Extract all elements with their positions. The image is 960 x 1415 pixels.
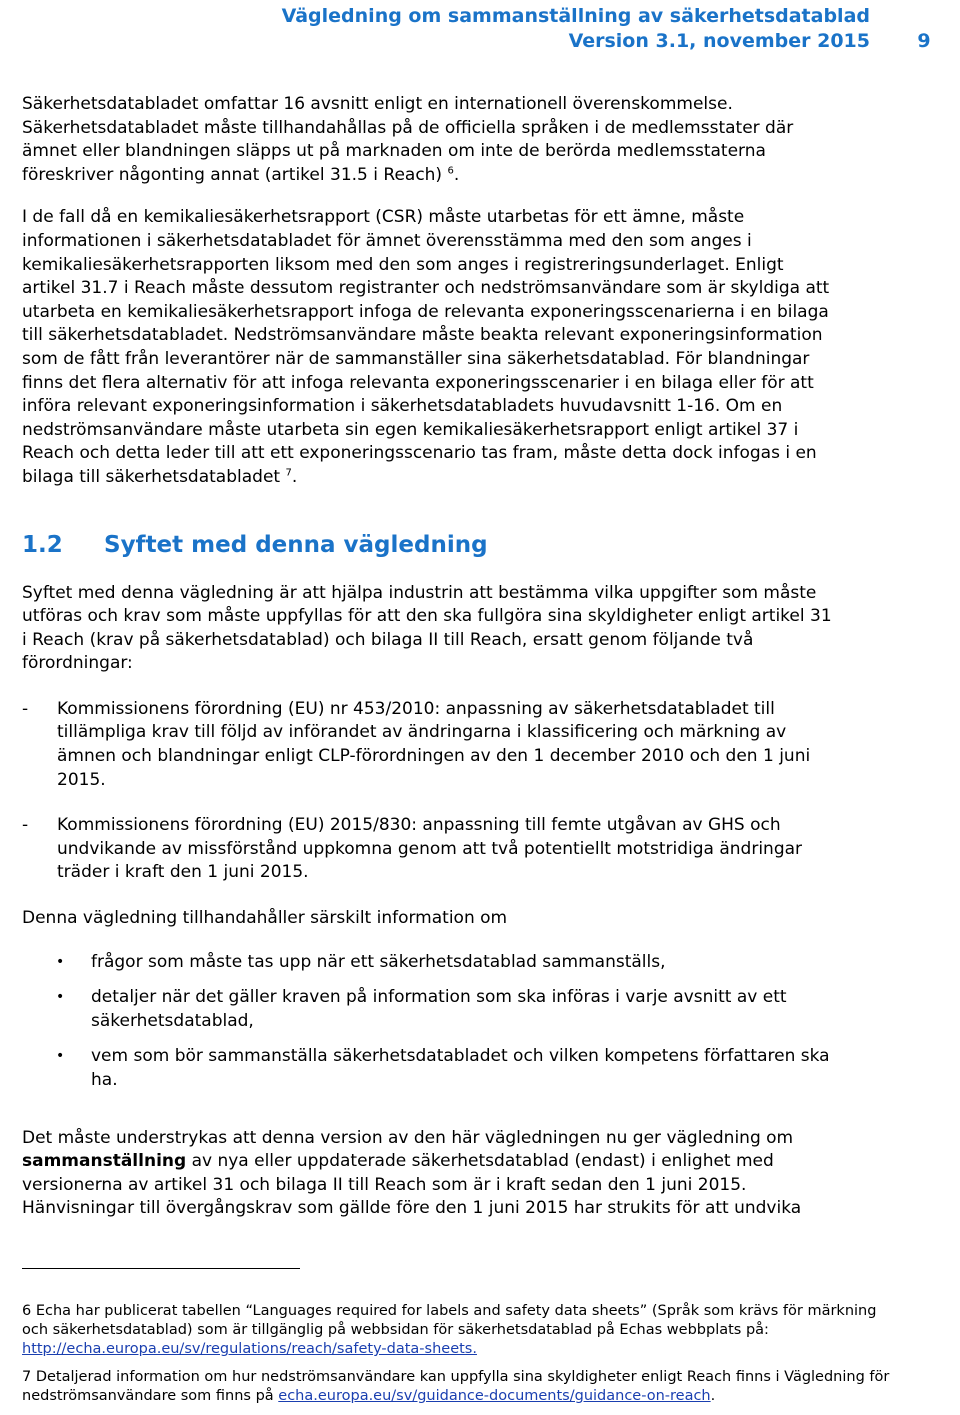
dash-list-item [22,814,934,885]
footnote-6 [22,1302,956,1359]
footnote-ref-6[interactable]: 6 [447,165,454,177]
text-line: nedströmsanvändare måste utarbeta sin egen kemikaliesäkerhetsrapport enligt artikel 37 i [22,419,799,440]
bullet-marker: • [56,1048,65,1065]
footnote-text: och säkerhetsdatablad) som är tillgänglig på webbsidan för säkerhetsdatablad på Echas webbplats på: [22,1322,769,1338]
section-heading [22,530,934,560]
text-line: ämnen och blandningar enligt CLP-förordningen av den 1 december 2010 och den 1 juni [57,746,811,767]
text-line: undvikande av missförstånd uppkomna genom att två potentiellt motstridiga ändringar [57,838,803,859]
footnotes [22,1302,956,1415]
text-line: 2015. [57,769,106,790]
section-title: Syftet med denna vägledning [104,531,488,558]
footnote-divider [22,1268,300,1269]
text-line: säkerhetsdatablad, [91,1010,254,1031]
punctuation: . [710,1388,716,1404]
footnote-link[interactable]: http://echa.europa.eu/sv/regulations/reach/safety-data-sheets. [22,1341,477,1357]
text-line: föreskriver någonting annat (artikel 31.5 i Reach) [22,164,443,185]
text-line: Säkerhetsdatabladet måste tillhandahållas på de officiella språken i de medlemsstater där [22,117,794,138]
text-line: Hänvisningar till övergångskrav som gällde före den 1 juni 2015 har strukits för att undvika [22,1198,802,1219]
text-line: utarbeta en kemikaliesäkerhetsrapport infoga de relevanta exponeringsscenarierna i en bilaga [22,301,829,322]
text-line: detaljer när det gäller kraven på information som ska införas i varje avsnitt av ett [91,987,787,1008]
info-intro-paragraph: Denna vägledning tillhandahåller särskilt information om [22,908,508,929]
text-line: Reach och detta leder till att ett exponeringsscenario tas fram, måste detta dock infogas i en [22,443,817,464]
footnote-text: nedströmsanvändare som finns på [22,1388,279,1404]
text-line: Syftet med denna vägledning är att hjälpa industrin att bestämma vilka uppgifter som måste [22,582,817,603]
text-line: Kommissionens förordning (EU) nr 453/2010: anpassning av säkerhetsdatabladet till [57,698,775,719]
section-number: 1.2 [22,531,63,558]
text-line: bilaga till säkerhetsdatabladet [22,466,281,487]
bullet-marker: • [56,953,65,970]
text-line: kemikaliesäkerhetsrapporten liksom med den som anges i registreringsunderlaget. Enligt [22,254,784,275]
footnote-ref-7[interactable]: 7 [285,467,292,479]
bold-term: sammanställning [22,1151,187,1172]
footnote-text: 6 Echa har publicerat tabellen “Languages required for labels and safety data sheets” (Språk som krävs för märkning [22,1303,877,1319]
bullet-marker: • [56,989,65,1006]
footnote-link[interactable]: echa.europa.eu/sv/guidance-documents/guidance-on-reach [278,1388,711,1404]
version-note-paragraph [22,1127,934,1221]
text-line: informationen i säkerhetsdatabladet för ämnet överensstämma med den som anges i [22,230,752,251]
text-line: träder i kraft den 1 juni 2015. [57,862,309,883]
dash-marker: - [22,815,29,836]
text-line: ha. [91,1070,118,1090]
text-line: införa relevant exponeringsinformation i säkerhetsdatabladets huvudavsnitt 1-16. Om en [22,396,783,417]
punctuation: . [453,164,460,185]
dash-list-item [22,698,934,792]
bullet-list-item [22,1045,934,1092]
footnote-7 [22,1368,956,1406]
text-line: förordningar: [22,653,133,674]
text-line: utföras och krav som måste uppfyllas för att den ska fullgöra sina skyldigheter enligt artikel 31 [22,606,832,627]
text-line: i Reach (krav på säkerhetsdatablad) och bilaga II till Reach, ersatt genom följande två [22,629,754,650]
text-line: versionerna av artikel 31 och bilaga II till Reach som är i kraft sedan den 1 juni 2015. [22,1174,747,1195]
text-line: artikel 31.7 i Reach måste dessutom registranter och nedströmsanvändare som är skyldiga att [22,278,830,299]
bullet-list-item [22,986,934,1033]
header-title: Vägledning om sammanställning av säkerhetsdatablad [281,5,870,27]
text-line: av nya eller uppdaterade säkerhetsdatablad (endast) i enlighet med [186,1151,774,1172]
bullet-list-item [22,951,934,975]
text-line: finns det flera alternativ för att infoga relevanta exponeringsscenarier i en bilaga eller för att [22,372,814,393]
text-line: som de fått från leverantörer när de sammanställer sina säkerhetsdatablad. För blandningar [22,348,810,369]
text-line: till säkerhetsdatabladet. Nedströmsanvändare måste beakta relevant exponeringsinformation [22,325,823,346]
csr-paragraph [22,206,934,489]
page-number: 9 [917,30,931,52]
dash-marker: - [22,698,29,719]
text-line: I de fall då en kemikaliesäkerhetsrapport (CSR) måste utarbetas för ett ämne, måste [22,207,745,228]
main-content [22,93,934,1221]
text-line: ämnet eller blandningen släpps ut på marknaden om inte de berörda medlemsstaterna [22,141,766,162]
text-line: Det måste understrykas att denna version av den här vägledningen nu ger vägledning om [22,1127,794,1148]
bullet-list [22,951,934,1093]
intro-paragraph [22,93,934,187]
punctuation: . [291,466,298,487]
purpose-paragraph [22,582,934,676]
text-line: tillämpliga krav till följd av införandet av ändringarna i klassificering och märkning av [57,722,787,743]
header-version: Version 3.1, november 2015 [568,30,870,52]
text-line: vem som bör sammanställa säkerhetsdatabladet och vilken kompetens författaren ska [91,1046,830,1067]
text-line: Säkerhetsdatabladet omfattar 16 avsnitt enligt en internationell överenskommelse. [22,94,733,114]
footnote-text: 7 Detaljerad information om hur nedströmsanvändare kan uppfylla sina skyldigheter enligt Reach finns i Vägledning för [22,1369,890,1385]
text-line: Kommissionens förordning (EU) 2015/830: anpassning till femte utgåvan av GHS och [57,815,781,836]
text-line: frågor som måste tas upp när ett säkerhetsdatablad sammanställs, [91,951,666,972]
